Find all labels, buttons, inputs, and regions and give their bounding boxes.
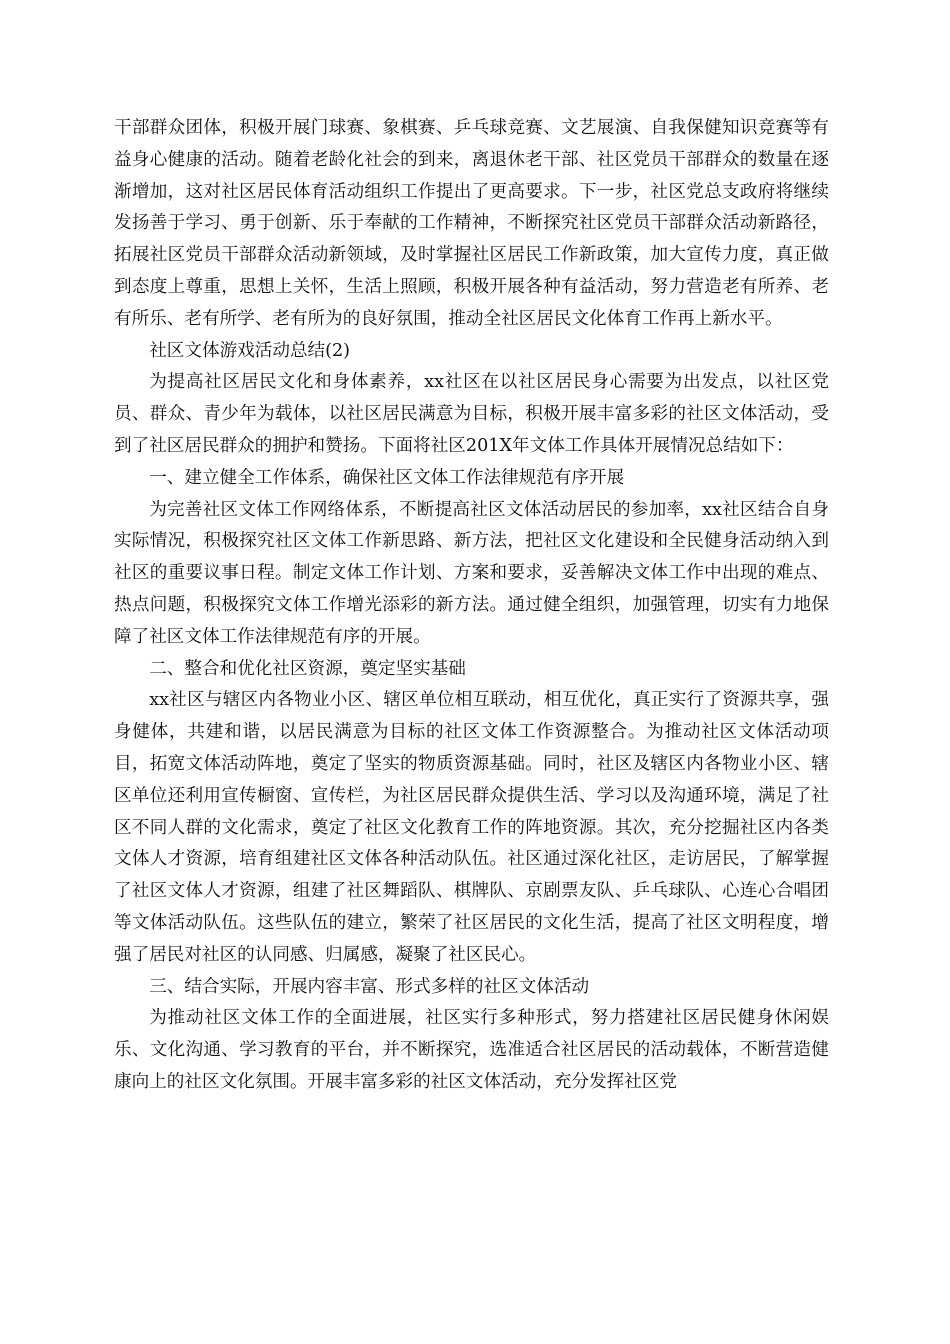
section-title: 社区文体游戏活动总结(2) — [149, 340, 351, 361]
heading-3: 三、结合实际，开展内容丰富、形式多样的社区文体活动 — [149, 976, 590, 997]
paragraph-1: 为完善社区文体工作网络体系，不断提高社区文体活动居民的参加率，xx社区结合自身实际情况，积极探究社区文体工作新思路、新方法，把社区文化建设和全民健身活动纳入到社区的重要议事日程。制定文体工作计划、方案和要求，妥善解决文体工作中出现的难点、热点问题，积极探究文体工作增光添彩的新方法。通过健全组织，加强管理，切实有力地保障了社区文体工作法律规范有序的开展。 — [114, 499, 829, 647]
paragraph-intro: 为提高社区居民文化和身体素养，xx社区在以社区居民身心需要为出发点，以社区党员、群众、青少年为载体，以社区居民满意为目标，积极开展丰富多彩的社区文体活动，受到了社区居民群众的拥护和赞扬。下面将社区201X年文体工作具体开展情况总结如下： — [114, 372, 829, 456]
paragraph-3: 为推动社区文体工作的全面进展，社区实行多种形式，努力搭建社区居民健身休闲娱乐、文化沟通、学习教育的平台，并不断探究，选准适合社区居民的活动载体，不断营造健康向上的社区文化氛围。开展丰富多彩的社区文体活动，充分发挥社区党 — [114, 1008, 829, 1092]
paragraph-continued: 干部群众团体，积极开展门球赛、象棋赛、乒乓球竞赛、文艺展演、自我保健知识竞赛等有益身心健康的活动。随着老龄化社会的到来，离退休老干部、社区党员干部群众的数量在逐渐增加，这对社区居民体育活动组织工作提出了更高要求。下一步，社区党总支政府将继续发扬善于学习、勇于创新、乐于奉献的工作精神，不断探究社区党员干部群众活动新路径，拓展社区党员干部群众活动新领域，及时掌握社区居民工作新政策，加大宣传力度，真正做到态度上尊重，思想上关怀，生活上照顾，积极开展各种有益活动，努力营造老有所养、老有所乐、老有所学、老有所为的良好氛围，推动全社区居民文化体育工作再上新水平。 — [114, 118, 829, 329]
paragraph-2: xx社区与辖区内各物业小区、辖区单位相互联动，相互优化，真正实行了资源共享，强身健体，共建和谐，以居民满意为目标的社区文体工作资源整合。为推动社区文体活动项目，拓宽文体活动阵地，奠定了坚实的物质资源基础。同时，社区及辖区内各物业小区、辖区单位还利用宣传橱窗、宣传栏，为社区居民群众提供生活、学习以及沟通环境，满足了社区不同人群的文化需求，奠定了社区文化教育工作的阵地资源。其次，充分挖掘社区内各类文体人才资源，培育组建社区文体各种活动队伍。社区通过深化社区，走访居民，了解掌握了社区文体人才资源，组建了社区舞蹈队、棋牌队、京剧票友队、乒乓球队、心连心合唱团等文体活动队伍。这些队伍的建立，繁荣了社区居民的文化生活，提高了社区文明程度，增强了居民对社区的认同感、归属感，凝聚了社区民心。 — [114, 690, 829, 965]
heading-1: 一、建立健全工作体系，确保社区文体工作法律规范有序开展 — [149, 467, 625, 488]
heading-2: 二、整合和优化社区资源，奠定坚实基础 — [149, 658, 466, 679]
document-page — [114, 113, 829, 1099]
